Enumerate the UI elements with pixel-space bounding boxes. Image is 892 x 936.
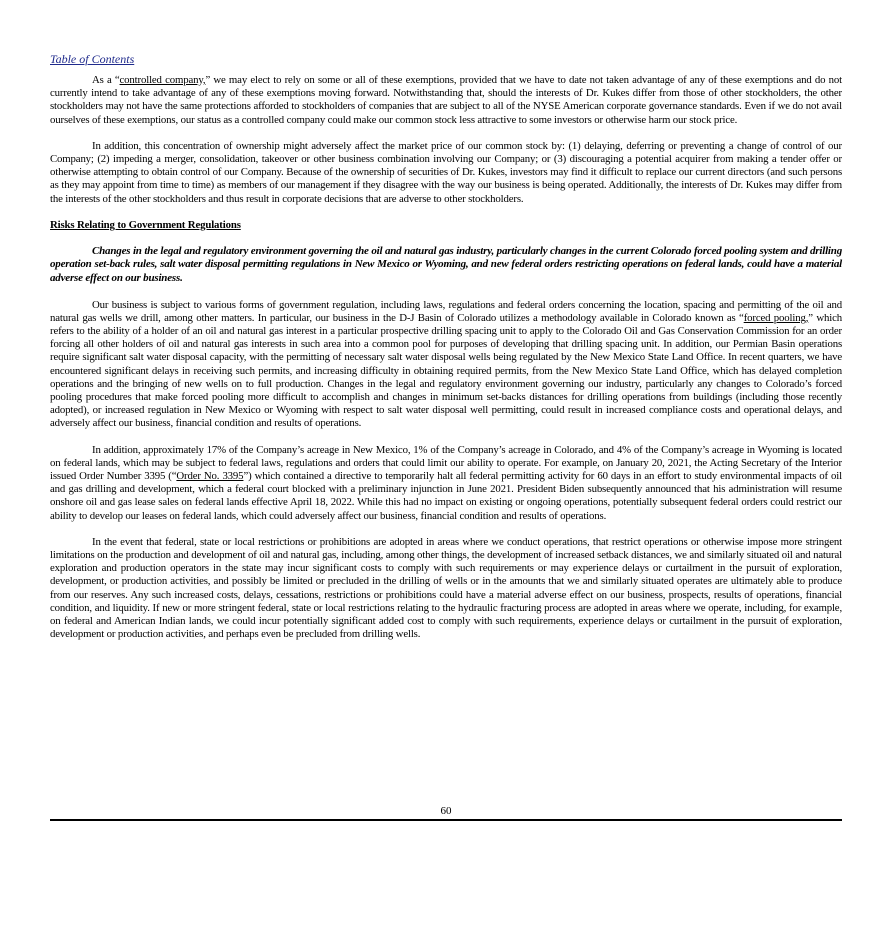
- paragraph-text: ” which refers to the ability of a holder of an oil and natural gas interest in a particular prospective drilling spacing unit to apply to the Colorado Oil and Gas Conservation Commission for an order forcing all other holders of oil and natural gas interests in such area into a common pool for purposes of developing that drilling spacing unit. In addition, our Permian Basin operations require significant salt water disposal capacity, with the permitting of necessary salt water disposal wells being regulated by the New Mexico State Land Office. In recent quarters, we have encountered significant delays in receiving such permits, and increasing difficulty in obtaining required permits, from the New Mexico State Land Office, which has delayed completion operations and the bringing of new wells on to full production. Changes in the legal and regulatory environment governing our industry, particularly any changes to Colorado’s forced pooling procedures that make forced pooling more difficult to accomplish and changes in minimum set-backs distances for drilling operations from buildings (including those recently adopted), or increased regulation in New Mexico or Wyoming with respect to salt water disposal well permitting, could result in increased compliance costs and operational delays, and adversely affect our business, financial condition and results of operations.: [50, 311, 843, 430]
- paragraph-controlled-company: [50, 74, 842, 127]
- forced-pooling-term: forced pooling,: [743, 311, 809, 324]
- table-of-contents-link[interactable]: Table of Contents: [50, 52, 135, 66]
- paragraph-text: ” we may elect to rely on some or all of these exemptions, provided that we have to date not taken advantage of any of these exemptions and do not currently intend to take advantage of any of these exemptions moving forward. Notwithstanding that, should the interests of Dr. Kukes differ from those of other stockholders, the other stockholders may not have the same protections afforded to stockholders of companies that are subject to all of the NYSE American corporate governance standards. Even if we do not avail ourselves of these exemptions, our status as a controlled company could make our common stock less attractive to some investors or otherwise harm our stock price.: [50, 74, 842, 126]
- footer-divider: [50, 819, 842, 821]
- paragraph-text: In addition, approximately 17% of the Company’s acreage in New Mexico, 1% of the Company’s acreage in Colorado, and 4% of the Company’s acreage in Wyoming is located on federal lands, which may be subject to federal laws, regulations and orders that could limit our ability to operate. For example, on January 20, 2021, the Acting Secretary of the Interior issued Order Number 3395 (“: [50, 443, 842, 483]
- paragraph-restrictions: In the event that federal, state or local restrictions or prohibitions are adopted in areas where we conduct operations, that restrict operations or otherwise impose more stringent limitations on the production and development of oil and natural gas, including, among other things, the development of increased setback distances, we and similarly situated oil and natural exploration and production operators in the state may incur significant costs to comply with such requirements or may experience delays or curtailment in the pursuit of exploration, development, or production activities, and possibly be limited or precluded in the drilling of wells or in the amounts that we and similarly situated operates are ultimately able to produce from our reserves. Any such increased costs, delays, cessations, restrictions or prohibitions could have a material adverse effect on our business, prospects, results of operations, financial condition, and liquidity. If new or more stringent federal, state or local restrictions relating to the hydraulic fracturing process are adopted in areas where we operate, including, for example, on federal and American Indian lands, we could incur potentially significant added cost to comply with such requirements, experience delays or curtailment in the pursuit of exploration, development or production activities, and perhaps even be precluded from drilling wells.: [50, 535, 842, 641]
- paragraph-text: As a “: [92, 74, 120, 86]
- paragraph-text: ”) which contained a directive to temporarily halt all federal permitting activity for 60 days in an effort to study environmental impacts of oil and gas drilling and development, which a federal court blocked with a preliminary injunction in June 2021. President Biden subsequently announced that his administration will resume onshore oil and gas lease sales on federal lands effective April 18, 2022. While this had no impact on existing or ongoing operations, potentially subsequent federal orders could restrict our ability to develop our leases on federal lands, which could adversely affect our business, financial condition and results of operations.: [50, 470, 843, 522]
- risk-factor-heading: Changes in the legal and regulatory environment governing the oil and natural gas industry, particularly changes in the current Colorado forced pooling system and drilling operation set-back rules, salt water disposal permitting regulations in New Mexico or Wyoming, and new federal orders restricting operations on federal lands, could have a material adverse effect on our business.: [50, 244, 842, 285]
- paragraph-federal-lands: [50, 444, 842, 523]
- paragraph-text: Our business is subject to various forms of government regulation, including laws, regulations and federal orders concerning the location, spacing and permitting of the oil and natural gas wells we drill, among other matters. In particular, our business in the D-J Basin of Colorado utilizes a methodology available in Colorado known as “: [50, 298, 842, 324]
- controlled-company-term: controlled company,: [119, 74, 206, 86]
- paragraph-concentration-ownership: In addition, this concentration of ownership might adversely affect the market price of our common stock by: (1) delaying, deferring or preventing a change of control of our Company; (2) impeding a merger, consolidation, takeover or other business combination involving our Company; or (3) discouraging a potential acquirer from making a tender offer or otherwise attempting to obtain control of our Company. Because of the ownership of securities of Dr. Kukes, investors may find it difficult to replace our current directors (and such persons as they may appoint from time to time) as members of our management if they disagree with the way our business is being operated. Additionally, the interests of Dr. Kukes may differ from the interests of the other stockholders and thus result in corporate decisions that are adverse to other stockholders.: [50, 139, 842, 205]
- order-3395-term: Order No. 3395: [176, 470, 244, 483]
- section-heading-government-regulations: Risks Relating to Government Regulations: [50, 218, 241, 231]
- page-number: 60: [440, 805, 452, 817]
- document-page: [50, 52, 842, 641]
- paragraph-government-regulation: [50, 299, 842, 431]
